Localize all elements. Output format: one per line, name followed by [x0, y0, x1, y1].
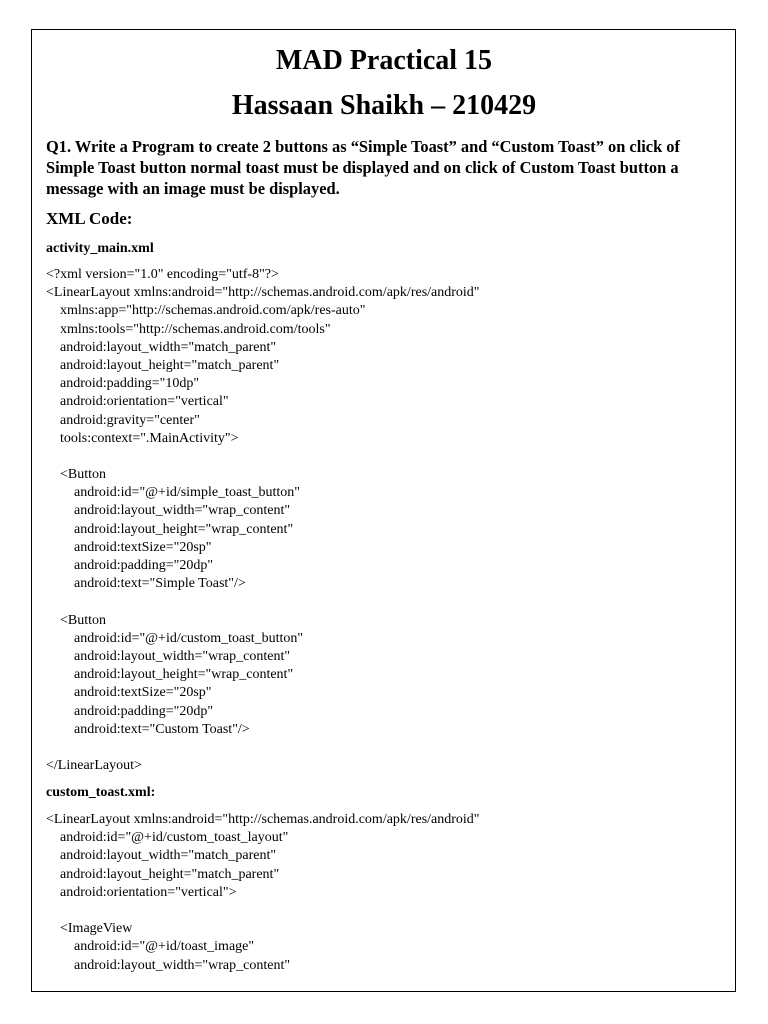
code-line: android:orientation="vertical" — [46, 394, 229, 410]
code-line: android:layout_width="match_parent" — [46, 848, 277, 864]
code-line: android:id="@+id/custom_toast_button" — [46, 630, 304, 646]
code-line: <Button — [46, 612, 107, 628]
code-block-activity-main — [46, 266, 480, 775]
code-line — [46, 593, 480, 611]
code-line: tools:context=".MainActivity"> — [46, 430, 239, 446]
code-line: android:text="Custom Toast"/> — [46, 721, 250, 737]
code-line: android:textSize="20sp" — [46, 685, 212, 701]
code-line: android:text="Simple Toast"/> — [46, 576, 246, 592]
code-line: </LinearLayout> — [46, 758, 142, 774]
code-line: android:padding="10dp" — [46, 376, 200, 392]
code-line: <LinearLayout xmlns:android="http://schemas.android.com/apk/res/android" — [46, 285, 480, 301]
code-line: <LinearLayout xmlns:android="http://schemas.android.com/apk/res/android" — [46, 812, 480, 827]
code-line: android:id="@+id/toast_image" — [46, 939, 255, 955]
code-line: android:layout_width="wrap_content" — [46, 957, 291, 973]
code-line: <?xml version="1.0" encoding="utf-8"?> — [46, 267, 279, 282]
code-line: android:layout_height="match_parent" — [46, 866, 280, 882]
section-heading: XML Code: — [46, 209, 133, 228]
code-line: <ImageView — [46, 921, 133, 937]
code-line: xmlns:tools="http://schemas.android.com/tools" — [46, 321, 331, 337]
code-line: android:gravity="center" — [46, 412, 200, 428]
code-line — [46, 448, 480, 466]
document-title: MAD Practical 15 — [275, 45, 493, 76]
code-block-custom-toast — [46, 811, 480, 975]
code-line: android:layout_width="match_parent" — [46, 339, 277, 355]
code-line: android:layout_width="wrap_content" — [46, 503, 291, 519]
code-line: android:padding="20dp" — [46, 558, 214, 573]
code-line: android:layout_width="wrap_content" — [46, 648, 291, 664]
author-line: Hassaan Shaikh – 210429 — [231, 90, 537, 121]
code-line: android:padding="20dp" — [46, 703, 214, 719]
code-line: android:layout_height="match_parent" — [46, 357, 280, 373]
code-line: xmlns:app="http://schemas.android.com/apk/res-auto" — [46, 303, 366, 319]
question-text: Q1. Write a Program to create 2 buttons as “Simple Toast” and “Custom Toast” on click of Simple Toast button normal toast must be displayed and on click of Custom Toast button a message with an image must be displayed. — [46, 137, 680, 198]
code-line: android:id="@+id/custom_toast_layout" — [46, 830, 289, 846]
code-line: android:id="@+id/simple_toast_button" — [46, 485, 300, 501]
code-line — [46, 739, 480, 757]
filename-custom-toast: custom_toast.xml: — [46, 785, 156, 800]
filename-activity-main: activity_main.xml — [46, 241, 154, 256]
code-line: android:layout_height="wrap_content" — [46, 667, 294, 683]
code-line: android:layout_height="wrap_content" — [46, 521, 294, 537]
code-line: <Button — [46, 467, 107, 483]
code-line — [46, 902, 480, 920]
code-line: android:textSize="20sp" — [46, 539, 212, 555]
code-line: android:orientation="vertical"> — [46, 884, 237, 900]
